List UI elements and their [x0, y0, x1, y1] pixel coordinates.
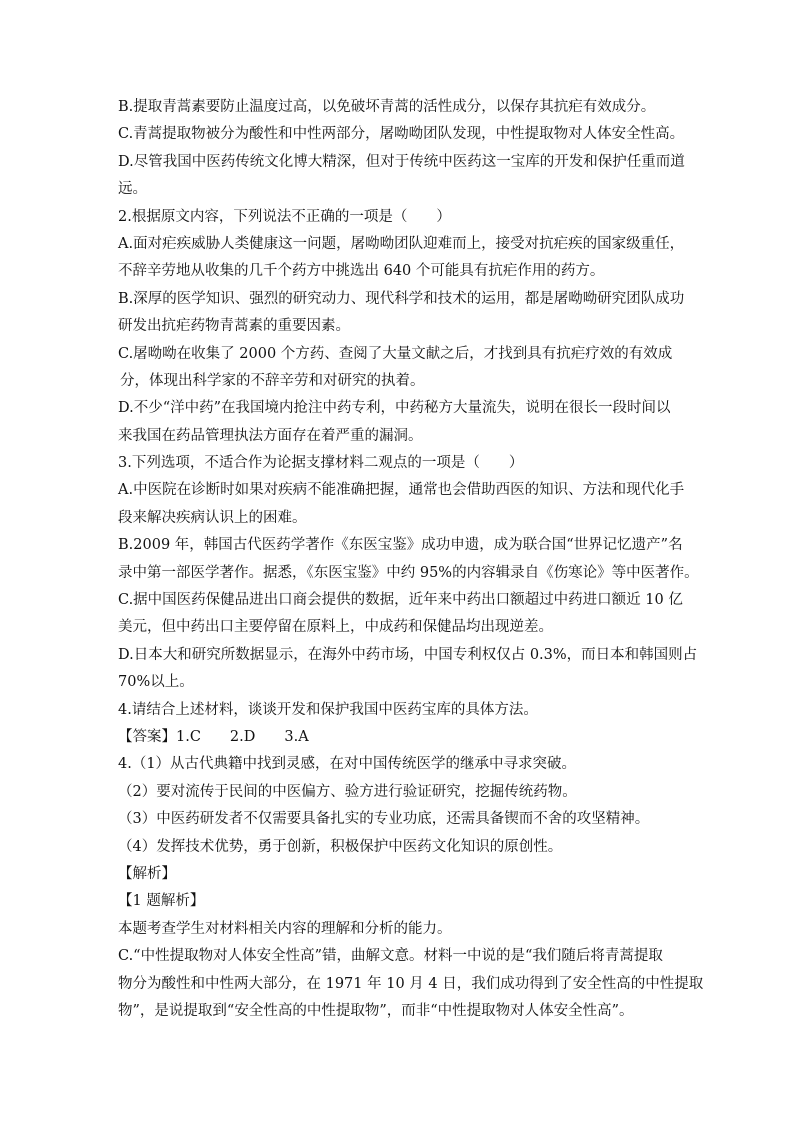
document-body	[118, 94, 704, 1025]
q3-option-b-cont: 录中第一部医学著作。据悉，《东医宝鉴》中约 95%的内容辑录自《伤寒论》等中医著作。	[118, 564, 699, 581]
q2-option-c-cont: 分，体现出科学家的不辞辛劳和对研究的执着。	[120, 372, 425, 389]
q2-option-d: D.不少“洋中药”在我国境内抢注中药专利，中药秘方大量流失，说明在很长一段时间以	[118, 400, 671, 417]
q3-option-d-cont: 70%以上。	[118, 674, 194, 691]
option-d-text: D.尽管我国中医药传统文化博大精深，但对于传统中医药这一宝库的开发和保护任重而道	[118, 153, 685, 170]
answer-4-item-2: （2）要对流传于民间的中医偏方、验方进行验证研究，挖掘传统药物。	[118, 783, 577, 800]
q3-option-d: D.日本大和研究所数据显示，在海外中药市场，中国专利权仅占 0.3%，而日本和韩国则占	[118, 646, 698, 663]
answer-4-item-1: 4.（1）从古代典籍中找到灵感，在对中国传统医学的继承中寻求突破。	[118, 756, 577, 773]
analysis-heading: 【解析】	[118, 865, 176, 882]
question-4: 4.请结合上述材料，谈谈开发和保护我国中医药宝库的具体方法。	[118, 701, 538, 718]
q2-option-b-cont: 研发出抗疟药物青蒿素的重要因素。	[118, 318, 350, 335]
analysis-q1-heading: 【1 题解析】	[118, 893, 205, 910]
q3-option-a: A.中医院在诊断时如果对疾病不能准确把握，通常也会借助西医的知识、方法和现代化手	[118, 482, 685, 499]
option-d-text-cont: 远。	[118, 181, 147, 198]
q2-option-a-cont: 不辞辛劳地从收集的几千个药方中挑选出 640 个可能具有抗疟作用的药方。	[118, 263, 605, 280]
option-c-text: C.青蒿提取物被分为酸性和中性两部分，屠呦呦团队发现，中性提取物对人体安全性高。	[118, 126, 685, 143]
q2-option-d-cont: 来我国在药品管理执法方面存在着严重的漏洞。	[118, 427, 423, 444]
question-3: 3.下列选项，不适合作为论据支撑材料二观点的一项是（ ）	[118, 455, 524, 472]
q3-option-c: C.据中国医药保健品进出口商会提供的数据，近年来中药出口额超过中药进口额近 10 亿	[118, 592, 683, 609]
option-b-text: B.提取青蒿素要防止温度过高，以免破坏青蒿的活性成分，以保存其抗疟有效成分。	[118, 99, 656, 115]
q3-option-c-cont: 美元，但中药出口主要停留在原料上，中成药和保健品均出现逆差。	[118, 619, 553, 636]
q3-option-a-cont: 段来解决疾病认识上的困难。	[118, 509, 307, 526]
q2-option-c: C.屠呦呦在收集了 2000 个方药、查阅了大量文献之后，才找到具有抗疟疗效的有效成	[118, 345, 673, 362]
question-2: 2.根据原文内容，下列说法不正确的一项是（ ）	[118, 208, 451, 225]
analysis-q1-c-cont-1: 物分为酸性和中性两大部分，在 1971 年 10 月 4 日，我们成功得到了安全性高的中性提取	[118, 975, 704, 992]
q2-option-b: B.深厚的医学知识、强烈的研究动力、现代科学和技术的运用，都是屠呦呦研究团队成功	[118, 290, 685, 307]
answer-4-item-3: （3）中医药研发者不仅需要具备扎实的专业功底，还需具备锲而不舍的攻坚精神。	[118, 811, 650, 828]
analysis-q1-c: C.“中性提取物对人体安全性高”错，曲解文意。材料一中说的是“我们随后将青蒿提取	[118, 948, 663, 965]
answer-4-item-4: （4）发挥技术优势，勇于创新，积极保护中医药文化知识的原创性。	[118, 838, 563, 855]
q3-option-b: B.2009 年，韩国古代医药学著作《东医宝鉴》成功申遗，成为联合国“世界记忆遗产”名	[118, 537, 683, 554]
q2-option-a: A.面对疟疾威胁人类健康这一问题，屠呦呦团队迎难而上，接受对抗疟疾的国家级重任，	[118, 235, 685, 252]
answer-key: 【答案】1.C 2.D 3.A	[118, 728, 309, 745]
analysis-q1-c-cont-2: 物”，是说提取到“安全性高的中性提取物”，而非“中性提取物对人体安全性高”。	[118, 1002, 634, 1019]
analysis-q1-intro: 本题考查学生对材料相关内容的理解和分析的能力。	[118, 920, 452, 937]
